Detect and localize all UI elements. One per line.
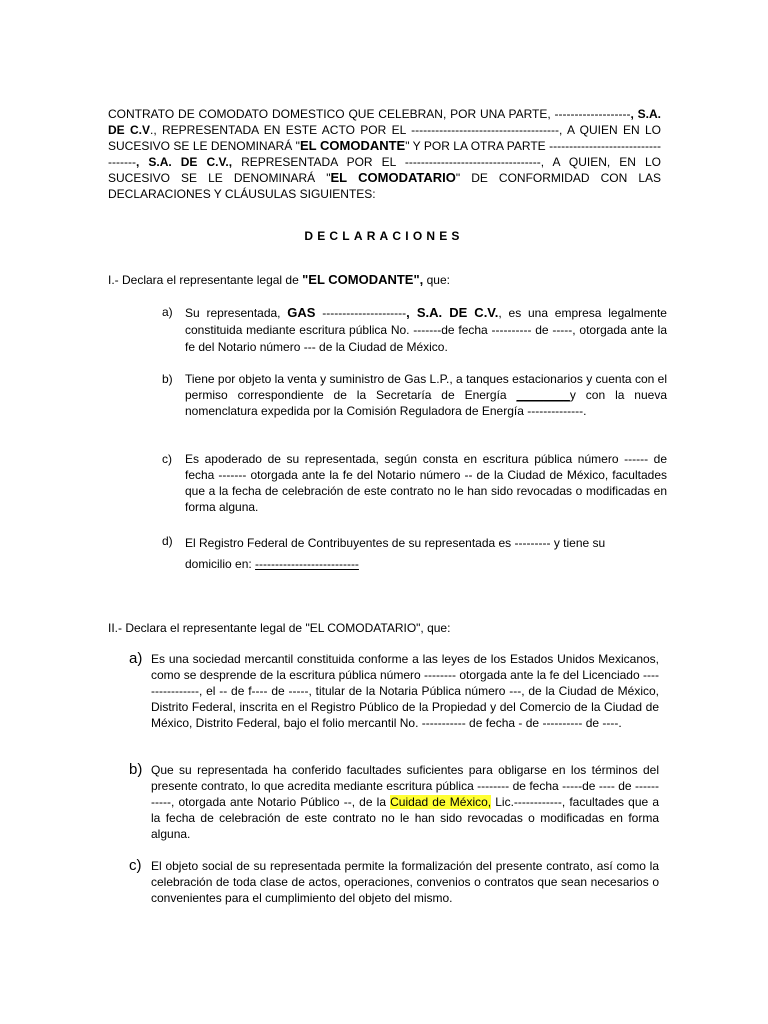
item-text: --------------------- xyxy=(315,306,407,320)
list-item xyxy=(162,533,667,575)
highlighted-text: Cuidad de México, xyxy=(390,795,492,809)
item-text: Lic.------------, facultades que a la fecha de celebración de este contrato no le han sido revocadas o modificadas en forma alguna. xyxy=(151,795,659,841)
item-text: y con la nueva nomenclatura expedida por la Comisión Reguladora de Energía --------------. xyxy=(185,388,668,418)
item-text: Tiene por objeto la venta y suministro de Gas L.P., a tanques estacionarios y cuenta con el permiso correspondiente de la Secretaría de Energía xyxy=(185,372,667,402)
intro-text: " DE CONFORMIDAD CON LAS DECLARACIONES Y CLÁUSULAS SIGUIENTES: xyxy=(108,171,662,201)
item-text: Su representada, xyxy=(185,306,288,320)
section-1-title-strong: "EL COMODANTE", xyxy=(302,272,424,287)
list-marker: d) xyxy=(162,534,173,548)
section-1-title xyxy=(108,272,668,288)
list-item-text: El objeto social de su representada permite la formalización del presente contrato, así como la celebración de toda clase de actos, operaciones, convenios o contratos que sean necesarios o convenientes para el cumplimiento del objeto del mismo. xyxy=(151,859,659,905)
item-strong: , S.A. DE C.V. xyxy=(406,305,499,320)
list-item xyxy=(162,304,667,356)
intro-text: ., REPRESENTADA EN ESTE ACTO POR EL -------------------------------------, A QUIEN EN LO SUCESIVO SE LE DENOMINARÁ " xyxy=(108,123,661,153)
list-item-text xyxy=(185,304,667,356)
list-item xyxy=(129,762,662,842)
list-item xyxy=(129,651,662,731)
list-marker: a) xyxy=(162,305,173,319)
list-marker: b) xyxy=(129,761,143,778)
list-item-text xyxy=(151,762,659,842)
item-blank: -------------------------- xyxy=(255,557,359,571)
comodatario-label: EL COMODATARIO xyxy=(330,170,456,185)
item-text: Que su representada ha conferido facultades suficientes para obligarse en los términos del presente contrato, lo que acredita mediante escritura pública -------- de fecha -----de ---- de -----------, otorgada ante Notario Público --, de la xyxy=(151,763,659,809)
section-1-title-text: que: xyxy=(423,273,450,287)
item-text: El Registro Federal de Contribuyentes de su representada es --------- y tiene su xyxy=(185,536,606,550)
intro-strong: , S.A. DE C.V xyxy=(108,107,661,137)
declaraciones-heading: DECLARACIONES xyxy=(304,229,464,243)
item-text: , es una empresa legalmente constituida mediante escritura pública No. -------de fecha ---------- de -----, otorgada ante la fe del Notario número --- de la Ciudad de México. xyxy=(185,306,667,354)
section-1-title-text: I.- Declara el representante legal de xyxy=(108,273,303,287)
list-item xyxy=(162,451,667,515)
item-text: domicilio en: xyxy=(185,557,256,571)
contract-intro xyxy=(108,106,661,202)
intro-strong: , S.A. DE C.V., xyxy=(135,155,233,169)
item-strong: GAS xyxy=(287,305,316,320)
section-2-title: II.- Declara el representante legal de "EL COMODATARIO", que: xyxy=(108,621,451,635)
list-marker: c) xyxy=(162,452,172,466)
intro-text: " Y POR LA OTRA PARTE ----------------------------------- xyxy=(108,139,661,169)
intro-text: CONTRATO DE COMODATO DOMESTICO QUE CELEBRAN, POR UNA PARTE, ------------------- xyxy=(108,107,631,121)
item-blank: ________ xyxy=(516,388,570,402)
list-item xyxy=(129,858,662,906)
list-item xyxy=(162,371,667,419)
comodante-label: EL COMODANTE xyxy=(299,138,406,153)
list-marker: a) xyxy=(129,650,143,667)
list-item-text: Es apoderado de su representada, según consta en escritura pública número ------ de fecha ------- otorgada ante la fe del Notario número -- de la Ciudad de México, facultades que a la fecha de celebración de este contrato no le han sido revocadas o modificadas en forma alguna. xyxy=(185,452,667,514)
list-marker: b) xyxy=(162,372,173,386)
list-item-text xyxy=(185,371,667,419)
list-item-text: Es una sociedad mercantil constituida conforme a las leyes de los Estados Unidos Mexicanos, como se desprende de la escritura pública número -------- otorgada ante la fe del Licenciado ----------------, el -- de f---- de -----, titular de la Notaria Pública número ---, de la Ciudad de México, Distrito Federal, inscrita en el Registro Público de la Propiedad y del Comercio de la Ciudad de México, Distrito Federal, bajo el folio mercantil No. ----------- de fecha - de ---------- de ----. xyxy=(151,652,659,730)
list-marker: c) xyxy=(129,857,142,874)
list-item-text xyxy=(185,533,667,575)
intro-text: REPRESENTADA POR EL ----------------------------------, A QUIEN, EN LO SUCESIVO SE LE DENOMINARÁ " xyxy=(108,155,661,185)
